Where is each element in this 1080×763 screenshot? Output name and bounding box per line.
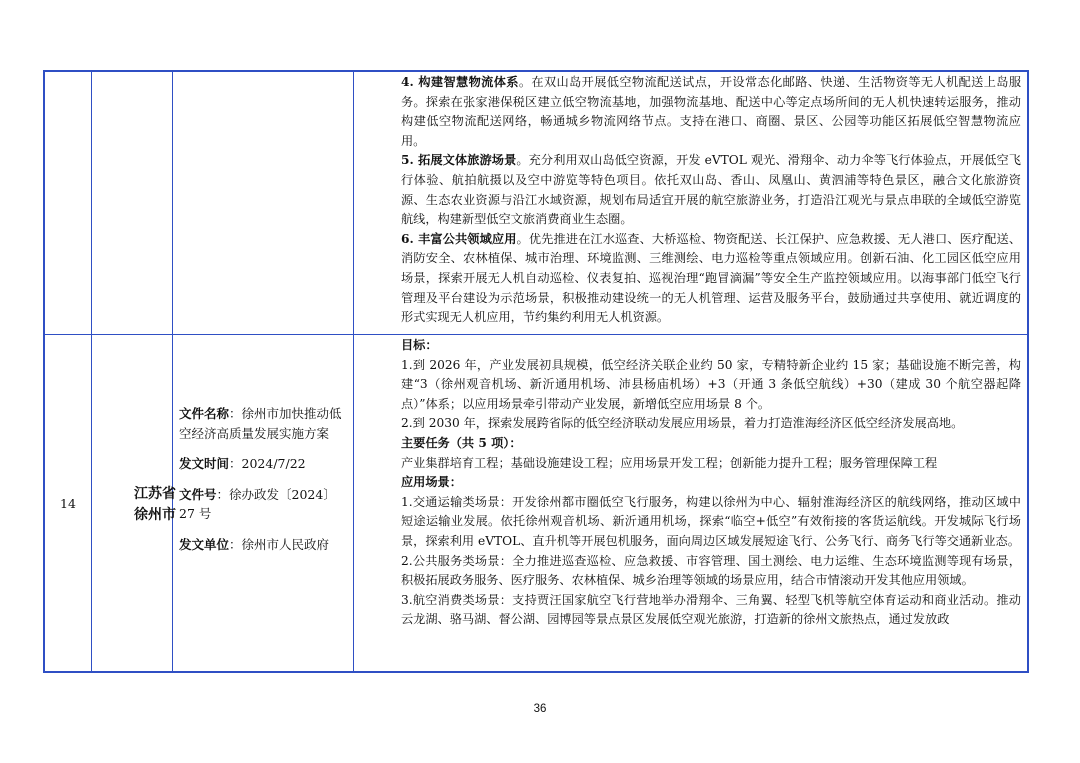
doc-number: 文件号：徐办政发〔2024〕27 号 bbox=[179, 486, 336, 521]
paragraph-public: 6. 丰富公共领域应用。优先推进在江水巡查、大桥巡检、物资配送、长江保护、应急救援、无人港口、医疗配送、消防安全、农林植保、城市治理、环境监测、三维测绘、电力巡检等重点领域应用。创新石油、化工园区低空应用场景，探索开展无人机自动巡检、仪表复拍、巡视治理“跑冒滴漏”等安全生产监控领域应用。以海事部门低空飞行管理及平台建设为示范场景，积极推动建设统一的无人机管理、运营及服务平台，鼓励通过共享使用、就近调度的形式实现无人机应用，节约集约利用无人机资源。 bbox=[401, 231, 1022, 325]
col-divider-1 bbox=[91, 72, 92, 671]
doc-issuer: 发文单位：徐州市人民政府 bbox=[179, 536, 330, 552]
region-city: 徐州市 bbox=[134, 507, 176, 523]
goal-2: 2.到 2030 年，探索发展跨省际的低空经济联动发展应用场景，着力打造淮海经济区低空经济发展高地。 bbox=[401, 416, 964, 431]
row-divider bbox=[45, 334, 1027, 335]
paragraph-logistics: 4. 构建智慧物流体系。在双山岛开展低空物流配送试点，开设常态化邮路、快递、生活物资等无人机配送上岛服务。探索在张家港保税区建立低空物流基地，加强物流基地、配送中心等定点场所间的无人机快速转运服务，推动构建低空物流配送网络，畅通城乡物流网络节点。支持在港口、商圈、景区、公园等功能区拓展低空智慧物流应用。 bbox=[401, 75, 1022, 148]
scene-1: 1.交通运输类场景：开发徐州都市圈低空飞行服务，构建以徐州为中心、辐射淮海经济区的航线网络，推动区域中短途运输业发展。依托徐州观音机场、新沂通用机场，探索“临空+低空”有效衔接的客货运航线。开发城际飞行场景，探索利用 eVTOL、直升机等开展包机服务，面向周边区域发展短途飞行、公务飞行、商务飞行等交通新业态。 bbox=[401, 494, 1021, 548]
page-number: 36 bbox=[533, 703, 547, 715]
row14-content bbox=[401, 336, 1021, 630]
doc-date: 发文时间：2024/7/22 bbox=[179, 456, 306, 471]
scene-3: 3.航空消费类场景：支持贾汪国家航空飞行营地举办滑翔伞、三角翼、轻型飞机等航空体育运动和商业活动。推动云龙湖、骆马湖、督公湖、园博园等景点景区发展低空观光旅游，打造新的徐州文旅热点，通过发放政 bbox=[401, 592, 1021, 627]
prev-row-content bbox=[401, 73, 1021, 328]
tasks-list: 产业集群培育工程；基础设施建设工程；应用场景开发工程；创新能力提升工程；服务管理保障工程 bbox=[401, 455, 938, 470]
paragraph-tourism: 5. 拓展文体旅游场景。充分利用双山岛低空资源，开发 eVTOL 观光、滑翔伞、动力伞等飞行体验点，开展低空飞行体验、航拍航摄以及空中游览等特色项目。依托双山岛、香山、凤凰山、黄泗浦等特色景区，融合文化旅游资源、生态农业资源与沿江水域资源，规划布局适宜开展的航空旅游业务，打造沿江观光与景点串联的全域低空游览航线，构建新型低空文旅消费商业生态圈。 bbox=[401, 153, 1021, 227]
col-divider-2 bbox=[172, 72, 173, 671]
tasks-heading: 主要任务（共 5 项）： bbox=[401, 435, 522, 450]
goal-1: 1.到 2026 年，产业发展初具规模，低空经济关联企业约 50 家，专精特新企业约 15 家；基础设施不断完善，构建“3（徐州观音机场、新沂通用机场、沛县杨庙机场）+3（开通 3 条低空航线）+30（建成 30 个航空器起降点）”体系；以应用场景牵引带动产业发展，新增低空应用场景 8 个。 bbox=[401, 357, 1021, 411]
policy-table bbox=[43, 70, 1029, 673]
col-divider-3 bbox=[353, 72, 354, 671]
document-meta bbox=[179, 404, 349, 565]
region-province: 江苏省 bbox=[134, 486, 176, 502]
scene-2: 2.公共服务类场景：全力推进巡查巡检、应急救援、市容管理、国土测绘、电力运维、生态环境监测等现有场景，积极拓展政务服务、医疗服务、农林植保、城乡治理等领域的场景应用，结合市情滚动开发其他应用领域。 bbox=[401, 553, 1021, 588]
scenes-heading: 应用场景： bbox=[401, 475, 462, 490]
doc-name: 文件名称：徐州市加快推动低空经济高质量发展实施方案 bbox=[179, 406, 342, 441]
row-number: 14 bbox=[60, 496, 76, 511]
goals-heading: 目标： bbox=[401, 338, 438, 352]
